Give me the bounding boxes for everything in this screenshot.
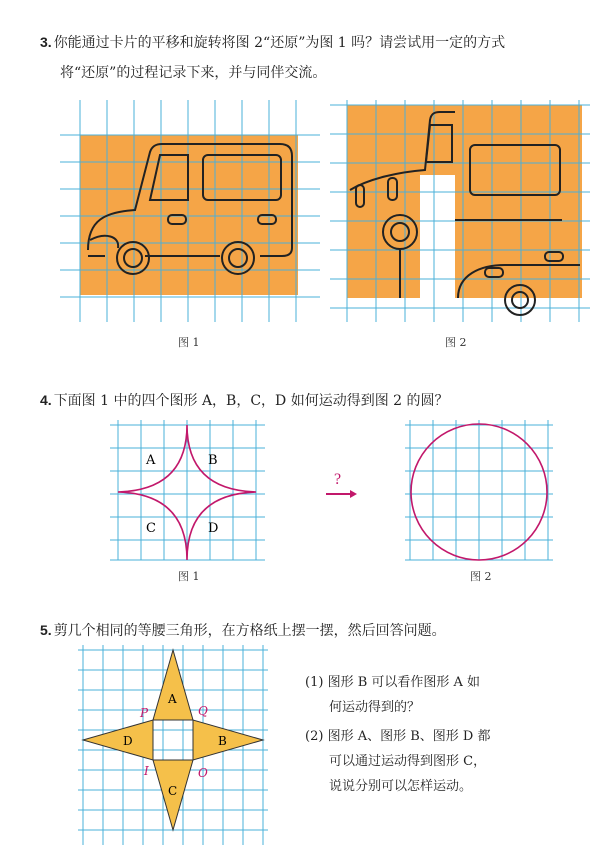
label-d: D xyxy=(208,521,219,536)
q4-arrow xyxy=(322,470,362,505)
point-p: P xyxy=(140,706,149,720)
arrow-head xyxy=(350,490,357,498)
question-mark: ? xyxy=(334,471,342,488)
shape-label-c: C xyxy=(168,784,178,798)
q4-line1: 下面图 1 中的四个图形 A，B，C，D 如何运动得到图 2 的圆？ xyxy=(53,393,449,409)
gap xyxy=(420,175,455,240)
orange-card xyxy=(455,240,582,298)
grid xyxy=(405,420,553,560)
q5-sub1-line1: 图形 B 可以看作图形 A 如 xyxy=(327,675,481,690)
q3-line1: 你能通过卡片的平移和旋转将图 2“还原”为图 1 吗？请尝试用一定的方式 xyxy=(53,35,506,51)
q5-line1: 剪几个相同的等腰三角形，在方格纸上摆一摆，然后回答问题。 xyxy=(53,623,446,639)
q5-figure xyxy=(78,645,273,850)
orange-card xyxy=(347,240,420,298)
triangle-b xyxy=(193,720,263,760)
q4-caption-1: 图 1 xyxy=(178,570,200,583)
q4-text xyxy=(40,388,449,413)
q5-sub2-line3: 说说分别可以怎样运动。 xyxy=(329,779,473,794)
q3-figure-1 xyxy=(60,100,320,330)
triangle-d xyxy=(83,720,153,760)
q5-sub2-line2: 可以通过运动得到图形 C， xyxy=(329,754,487,769)
q5-number: 5. xyxy=(40,622,52,638)
triangle-a xyxy=(153,650,193,720)
shape-label-b: B xyxy=(218,734,227,748)
q4-caption-2: 图 2 xyxy=(470,570,492,583)
label-b: B xyxy=(208,453,218,468)
q3-caption-1: 图 1 xyxy=(178,336,200,349)
label-c: C xyxy=(146,521,156,536)
q3-line2: 将“还原”的过程记录下来，并与同伴交流。 xyxy=(60,65,327,81)
q5-sub1-number: (1) xyxy=(305,675,324,690)
q4-number: 4. xyxy=(40,392,52,408)
point-i: I xyxy=(144,764,149,778)
triangles xyxy=(83,650,263,830)
q3-caption-2: 图 2 xyxy=(445,336,467,349)
shape-label-a: A xyxy=(168,692,177,706)
point-q: Q xyxy=(198,704,208,718)
q5-sub-1 xyxy=(305,670,555,720)
q3-figure-2 xyxy=(330,100,590,330)
q3-number: 3. xyxy=(40,34,52,50)
shape-label-d: D xyxy=(123,734,133,748)
q5-sub2-number: (2) xyxy=(305,729,324,744)
label-a: A xyxy=(146,453,156,468)
q5-text xyxy=(40,618,446,643)
q5-sub2-line1: 图形 A、图形 B、图形 D 都 xyxy=(327,729,491,744)
point-o: O xyxy=(198,766,208,780)
q5-sub-2 xyxy=(305,724,555,799)
q4-figure-1 xyxy=(110,420,270,565)
q4-figure-2 xyxy=(405,420,555,565)
q5-sub1-line2: 何运动得到的？ xyxy=(329,700,421,715)
q3-text xyxy=(40,30,505,55)
